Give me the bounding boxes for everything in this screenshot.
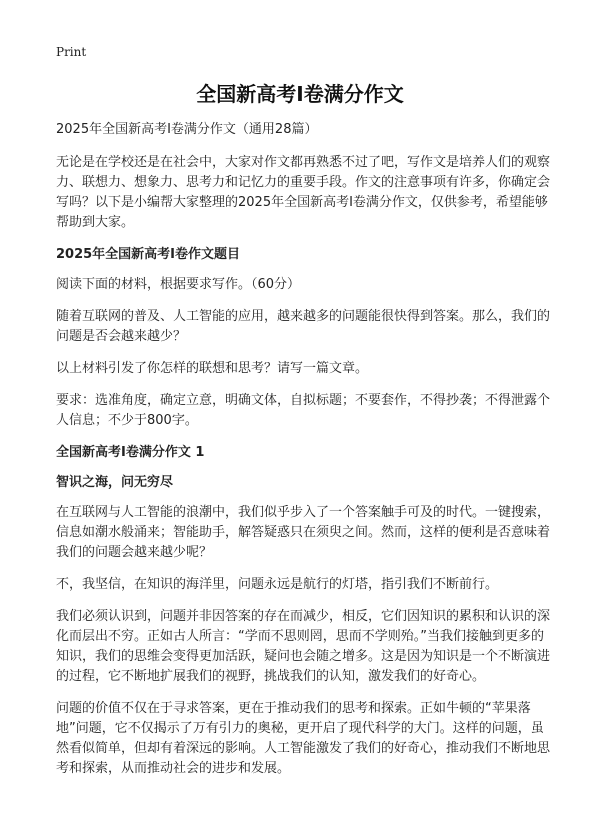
essay-paragraph: 在互联网与人工智能的浪潮中，我们似乎步入了一个答案触手可及的时代。一键搜索，信息如潮水般涌来；智能助手，解答疑惑只在须臾之间。然而，这样的便利是否意味着我们的问题会越来越少呢？: [56, 505, 551, 560]
prompt-paragraph: 阅读下面的材料，根据要求写作。（60分）: [56, 277, 301, 292]
prompt-paragraph: 随着互联网的普及、人工智能的应用，越来越多的问题能很快得到答案。那么，我们的问题是否会越来越少？: [56, 309, 551, 344]
section-heading-essay: 全国新高考Ⅰ卷满分作文 1: [56, 445, 205, 460]
prompt-paragraph: 以上材料引发了你怎样的联想和思考？请写一篇文章。: [56, 361, 369, 376]
print-link[interactable]: Print: [56, 45, 87, 59]
essay-paragraph: 问题的价值不仅在于寻求答案，更在于推动我们的思考和探索。正如牛顿的“苹果落地”问题，它不仅揭示了万有引力的奥秘，更开启了现代科学的大门。这样的问题，虽然看似简单，但却有着深远的影响。人工智能激发了我们的好奇心，推动我们不断地思考和探索，从而推动社会的进步和发展。: [56, 701, 551, 776]
prompt-paragraph: 要求：选准角度，确定立意，明确文体，自拟标题；不要套作，不得抄袭；不得泄露个人信息；不少于800字。: [56, 393, 551, 428]
essay-paragraph: 不，我坚信，在知识的海洋里，问题永远是航行的灯塔，指引我们不断前行。: [56, 577, 499, 592]
section-heading-prompt: 2025年全国新高考Ⅰ卷作文题目: [56, 247, 241, 262]
article-body: [56, 120, 556, 791]
essay-paragraph: 我们必须认识到，问题并非因答案的存在而减少，相反，它们因知识的累积和认识的深化而层出不穷。正如古人所言：“学而不思则罔，思而不学则殆。”当我们接触到更多的知识，我们的思维会变得更加活跃，疑问也会随之增多。这是因为知识是一个不断演进的过程，它不断地扩展我们的视野，挑战我们的认知，激发我们的好奇心。: [56, 609, 551, 684]
intro-paragraph: 无论是在学校还是在社会中，大家对作文都再熟悉不过了吧，写作文是培养人们的观察力、联想力、想象力、思考力和记忆力的重要手段。作文的注意事项有许多，你确定会写吗？以下是小编帮大家整理的2025年全国新高考Ⅰ卷满分作文，仅供参考，希望能够帮助到大家。: [56, 155, 551, 230]
page-title: 全国新高考Ⅰ卷满分作文: [196, 82, 404, 106]
article-subtitle: 2025年全国新高考Ⅰ卷满分作文（通用28篇）: [56, 122, 318, 137]
essay-title: 智识之海，问无穷尽: [56, 475, 174, 490]
